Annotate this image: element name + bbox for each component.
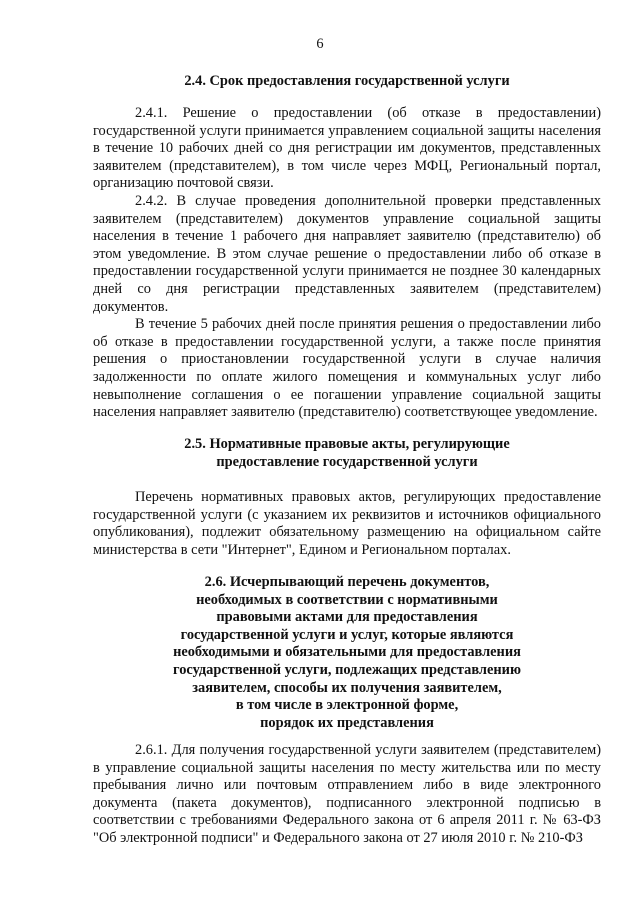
section-2-5-heading [93,436,601,471]
page-number: 6 [316,36,324,52]
section-2-6-heading-line: правовыми актами для предоставления [216,609,478,626]
paragraph-2-6-1: 2.6.1. Для получения государственной услуги заявителем (представителем) в управление социальной защиты населения по месту жительства или по месту пребывания лично или почтовым отправлением либо в виде электронного документа (пакета документов), подписанного электронной подписью в соответствии с требованиями Федерального закона от 6 апреля 2011 г. № 63-ФЗ "Об электронной подписи" и Федерального закона от 27 июля 2010 г. № 210-ФЗ [93,742,601,846]
section-2-5-body [93,489,601,559]
section-2-6-heading-line: в том числе в электронной форме, [235,697,459,714]
section-2-4-heading: 2.4. Срок предоставления государственной услуги [184,73,510,89]
paragraph-2-4-2: 2.4.2. В случае проведения дополнительной проверки представленных заявителем (представителем) документов управление социальной защиты населения в течение 1 рабочего дня направляет заявителю (представителю) об этом уведомление. В этом случае решение о предоставлении либо об отказе в предоставлении государственной услуги принимается не позднее 30 календарных дней со дня регистрации представленных заявителем (представителем) документов. [93,192,601,315]
paragraph-2-4-notice: В течение 5 рабочих дней после принятия решения о предоставлении либо об отказе в предоставлении государственной услуги, а также после принятия решения о приостановлении государственной услуги в случае наличия задолженности по оплате жилого помещения и коммунальных услуг либо невыполнение соглашения о ее погашении управление социальной защиты населения направляет заявителю (представителю) соответствующее уведомление. [93,316,601,421]
section-2-5-heading-line-1: 2.5. Нормативные правовые акты, регулирующие [184,436,510,452]
paragraph-2-4-1: 2.4.1. Решение о предоставлении (об отказе в предоставлении) государственной услуги принимается управлением социальной защиты населения в течение 10 рабочих дней со дня регистрации им документов, представленных заявителем (представителем), в том числе через МФЦ, Региональный портал, организацию почтовой связи. [93,105,601,192]
section-2-6-heading-line: порядок их представления [260,714,434,731]
section-2-6-heading-line: заявителем, способы их получения заявителем, [192,679,502,696]
section-2-6-heading-line: необходимых в соответствии с нормативными [196,591,498,608]
section-2-6-body [93,742,601,848]
section-2-6-heading [93,574,601,732]
section-2-6-heading-line: государственной услуги, подлежащих представлению [173,661,521,678]
section-2-5-heading-line-2: предоставление государственной услуги [216,453,478,470]
section-2-4-body [93,105,601,422]
paragraph-2-5-1: Перечень нормативных правовых актов, регулирующих предоставление государственной услуги (с указанием их реквизитов и источников официального опубликования), подлежит обязательному размещению на официальном сайте министерства в сети "Интернет", Едином и Региональном порталах. [93,489,601,558]
section-2-6-heading-line: необходимыми и обязательными для предоставления [173,644,521,661]
section-2-6-heading-line: 2.6. Исчерпывающий перечень документов, [204,574,490,590]
section-2-6-heading-line: государственной услуги и услуг, которые являются [180,626,514,643]
